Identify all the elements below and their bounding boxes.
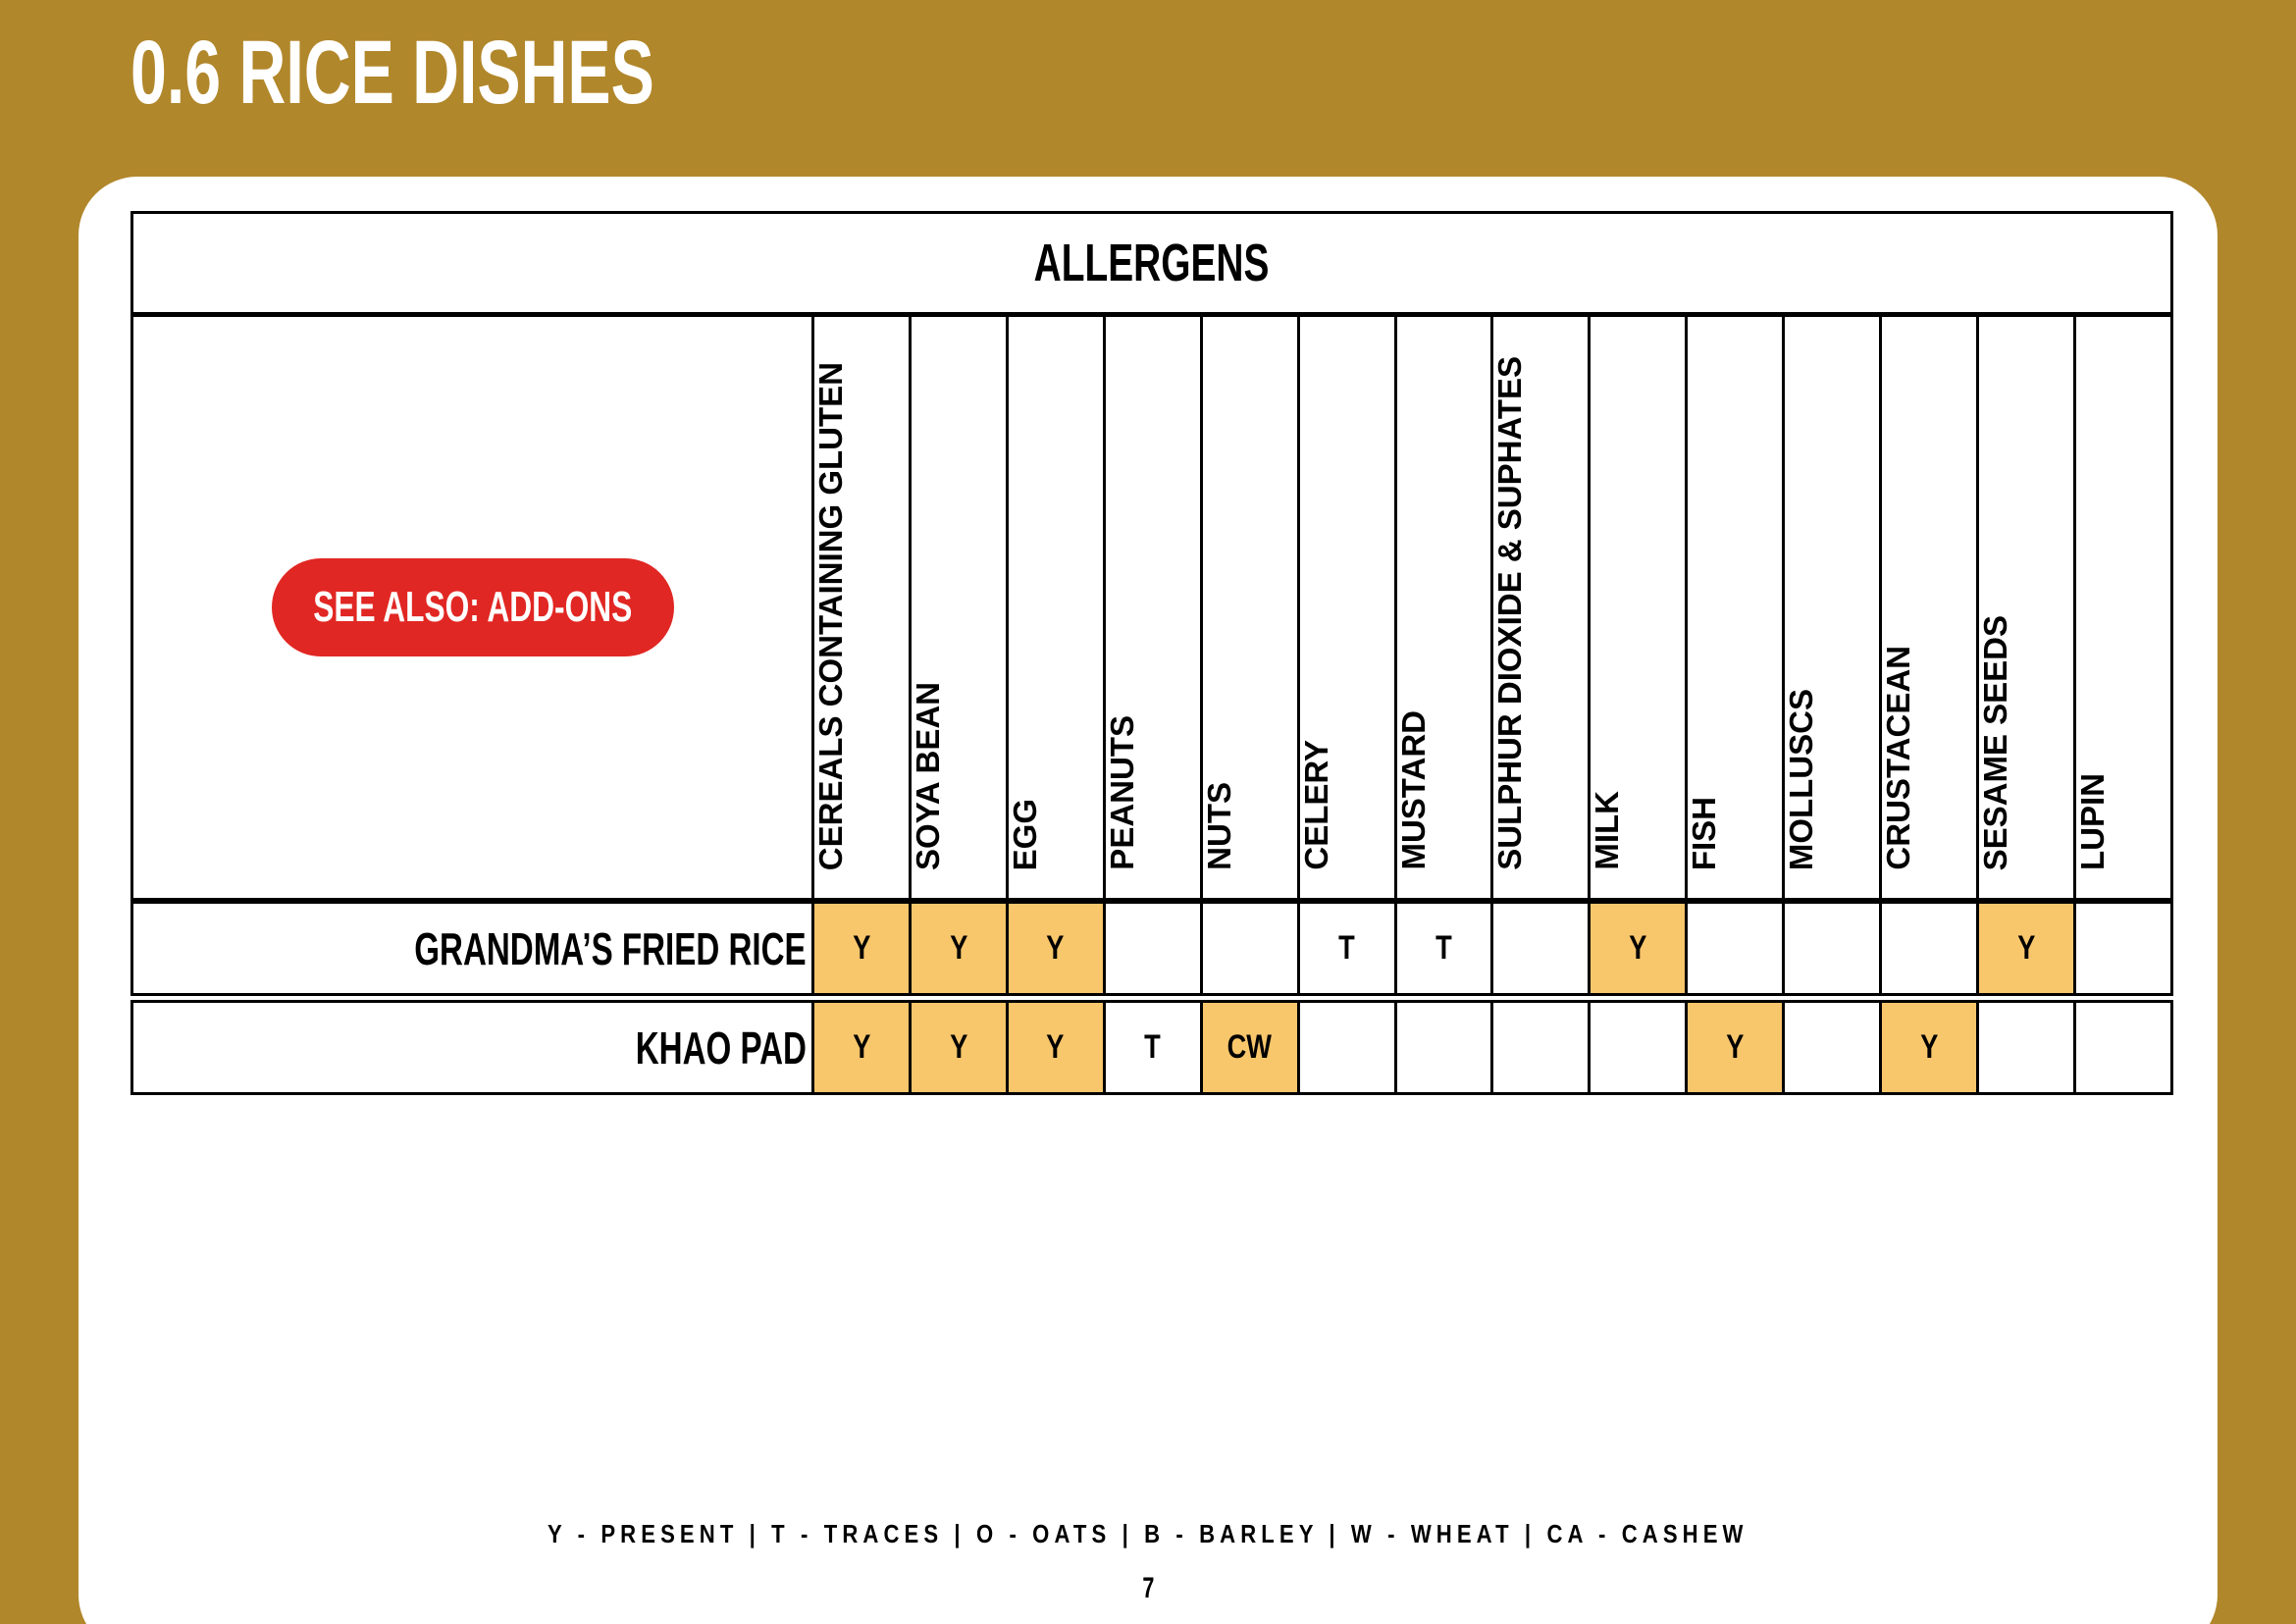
allergen-cell-lupin: [2073, 904, 2170, 993]
allergen-cell-egg: [1006, 1003, 1103, 1092]
column-header-cell-egg: [1006, 317, 1103, 898]
allergen-value: Y: [1629, 929, 1647, 967]
column-header-label: SOYA BEAN: [909, 682, 946, 870]
dish-name: GRANDMA’S FRIED RICE: [414, 922, 807, 974]
dish-name-cell: [133, 1003, 814, 1092]
column-header-cell-mustard: [1394, 317, 1491, 898]
allergen-value: Y: [1046, 929, 1065, 967]
see-also-cell: [133, 317, 814, 898]
allergen-value: T: [1338, 929, 1355, 967]
column-header-cell-crustacean: [1879, 317, 1976, 898]
column-header-label: CELERY: [1297, 740, 1334, 870]
page-number-text: 7: [1141, 1572, 1155, 1604]
column-header-label: CEREALS CONTAINING GLUTEN: [812, 361, 849, 870]
column-header-cell-soya-bean: [909, 317, 1006, 898]
column-header-cell-fish: [1685, 317, 1782, 898]
allergen-value: Y: [949, 1028, 967, 1066]
allergen-cell-sesame-seeds: [1976, 904, 2073, 993]
column-header-label: MOLLUSCS: [1783, 688, 1820, 870]
legend: [78, 1519, 2218, 1549]
allergen-cell-crustacean: [1879, 904, 1976, 993]
allergen-value: Y: [852, 1028, 871, 1066]
legend-text: Y - PRESENT | T - TRACES | O - OATS | B - BARLEY | W - WHEAT | CA - CASHEW: [548, 1519, 1748, 1548]
column-header-cell-celery: [1297, 317, 1394, 898]
allergen-cell-nuts: [1200, 904, 1297, 993]
see-also-badge-label: SEE ALSO: ADD-ONS: [312, 583, 633, 631]
allergen-value: Y: [949, 929, 967, 967]
allergen-cell-mustard: [1394, 1003, 1491, 1092]
allergen-cell-celery: [1297, 904, 1394, 993]
allergen-value: Y: [852, 929, 871, 967]
allergen-cell-celery: [1297, 1003, 1394, 1092]
allergen-value: T: [1435, 929, 1452, 967]
see-also-badge[interactable]: [272, 558, 674, 656]
allergen-cell-sesame-seeds: [1976, 1003, 2073, 1092]
allergen-value: Y: [1726, 1028, 1745, 1066]
allergen-card: [78, 177, 2218, 1624]
column-header-cell-molluscs: [1782, 317, 1879, 898]
allergen-cell-milk: [1588, 904, 1685, 993]
allergen-cell-molluscs: [1782, 904, 1879, 993]
column-header-label: LUPIN: [2073, 773, 2111, 870]
column-header-label: EGG: [1006, 798, 1043, 870]
allergen-value: Y: [1046, 1028, 1065, 1066]
allergen-cell-milk: [1588, 1003, 1685, 1092]
allergen-cell-egg: [1006, 904, 1103, 993]
column-header-label: NUTS: [1200, 782, 1237, 870]
dish-name-cell: [133, 904, 814, 993]
column-header-cell-sulphur-dioxide-suphates: [1490, 317, 1588, 898]
allergen-cell-cereals-containing-gluten: [814, 1003, 909, 1092]
column-header-cell-nuts: [1200, 317, 1297, 898]
allergen-cell-sulphur-dioxide-suphates: [1490, 904, 1588, 993]
allergen-cell-molluscs: [1782, 1003, 1879, 1092]
dish-name: KHAO PAD: [635, 1022, 807, 1074]
allergen-cell-fish: [1685, 904, 1782, 993]
allergen-value: T: [1144, 1028, 1162, 1066]
column-header-label: FISH: [1686, 796, 1723, 870]
allergen-cell-sulphur-dioxide-suphates: [1490, 1003, 1588, 1092]
column-header-cell-cereals-containing-gluten: [814, 317, 909, 898]
table-row-grandma-s-fried-rice: [130, 901, 2173, 996]
page-title-text: 0.6 RICE DISHES: [130, 23, 654, 123]
column-header-label: MILK: [1589, 791, 1626, 870]
allergen-value: Y: [1920, 1028, 1939, 1066]
column-header-cell-lupin: [2073, 317, 2170, 898]
table-rows: [130, 901, 2173, 1095]
column-header-label: PEANUTS: [1103, 715, 1140, 870]
allergen-value: Y: [2016, 929, 2036, 967]
allergen-cell-crustacean: [1879, 1003, 1976, 1092]
allergen-cell-peanuts: [1103, 1003, 1200, 1092]
allergen-cell-lupin: [2073, 1003, 2170, 1092]
column-header-label: SULPHUR DIOXIDE & SUPHATES: [1491, 356, 1529, 870]
allergens-header-row: [133, 214, 2170, 317]
allergen-cell-mustard: [1394, 904, 1491, 993]
column-header-label: SESAME SEEDS: [1977, 614, 2014, 870]
table-row-khao-pad: [130, 1000, 2173, 1095]
column-header-cell-sesame-seeds: [1976, 317, 2073, 898]
table-header-box: [130, 211, 2173, 901]
allergen-cell-soya-bean: [909, 904, 1006, 993]
column-headers-row: [133, 317, 2170, 898]
column-header-cell-milk: [1588, 317, 1685, 898]
allergen-cell-soya-bean: [909, 1003, 1006, 1092]
column-header-label: MUSTARD: [1394, 710, 1432, 870]
page-number: [78, 1572, 2218, 1605]
page-title: [130, 23, 858, 123]
allergen-cell-nuts: [1200, 1003, 1297, 1092]
allergen-cell-fish: [1685, 1003, 1782, 1092]
allergen-table: [130, 211, 2173, 1095]
allergen-cell-peanuts: [1103, 904, 1200, 993]
column-header-label: CRUSTACEAN: [1880, 646, 1917, 870]
column-header-cell-peanuts: [1103, 317, 1200, 898]
allergen-cell-cereals-containing-gluten: [814, 904, 909, 993]
allergen-value: CW: [1226, 1028, 1273, 1066]
allergens-header-label: ALLERGENS: [1034, 234, 1270, 292]
